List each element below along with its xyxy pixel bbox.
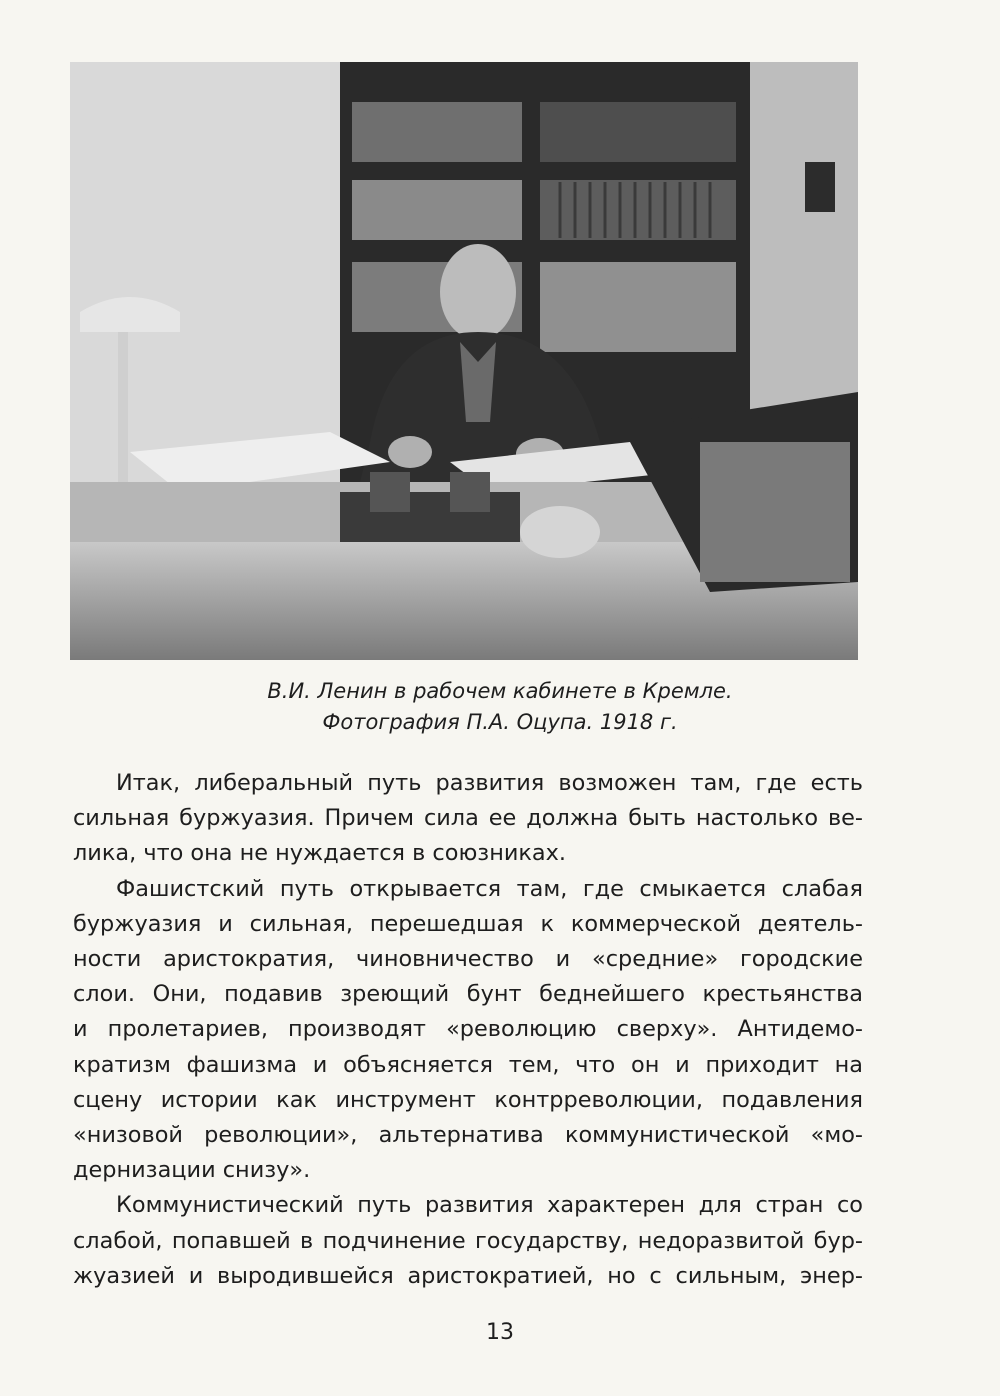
text-line: ности аристократия, чиновничество и «средние» городские	[73, 946, 863, 973]
text-line: слои. Они, подавив зреющий бунт беднейшего крестьянства	[73, 981, 863, 1008]
paragraph	[73, 1188, 863, 1294]
text-line: дернизации снизу».	[73, 1157, 311, 1184]
text-line: Фашистский путь открывается там, где смыкается слабая	[116, 875, 863, 902]
text-line: лика, что она не нуждается в союзниках.	[73, 840, 566, 867]
text-line: Коммунистический путь развития характерен для стран со	[116, 1192, 863, 1219]
body-text	[73, 766, 863, 1294]
page-number: 13	[486, 1320, 514, 1345]
text-line: сильная буржуазия. Причем сила ее должна быть настолько ве-	[73, 805, 863, 832]
caption-line: Фотография П.А. Оцупа. 1918 г.	[322, 710, 678, 734]
text-line: слабой, попавшей в подчинение государству, недоразвитой бур-	[73, 1227, 863, 1254]
paragraph	[73, 872, 863, 1189]
text-line: «низовой революции», альтернатива коммунистической «мо-	[73, 1122, 863, 1149]
text-line: кратизм фашизма и объясняется тем, что он и приходит на	[73, 1051, 863, 1078]
caption-line: В.И. Ленин в рабочем кабинете в Кремле.	[267, 679, 733, 703]
text-line: Итак, либеральный путь развития возможен там, где есть	[116, 770, 863, 796]
text-line: жуазией и выродившейся аристократией, но с сильным, энер-	[73, 1262, 863, 1289]
text-line: сцену истории как инструмент контрреволюции, подавления	[73, 1086, 863, 1113]
paragraph	[73, 766, 863, 872]
text-line: и пролетариев, производят «революцию сверху». Антидемо-	[73, 1016, 863, 1043]
photo-caption	[70, 676, 930, 738]
text-line: буржуазия и сильная, перешедшая к коммерческой деятель-	[73, 910, 863, 937]
photo-illustration	[70, 62, 858, 660]
archival-photo	[70, 62, 858, 660]
